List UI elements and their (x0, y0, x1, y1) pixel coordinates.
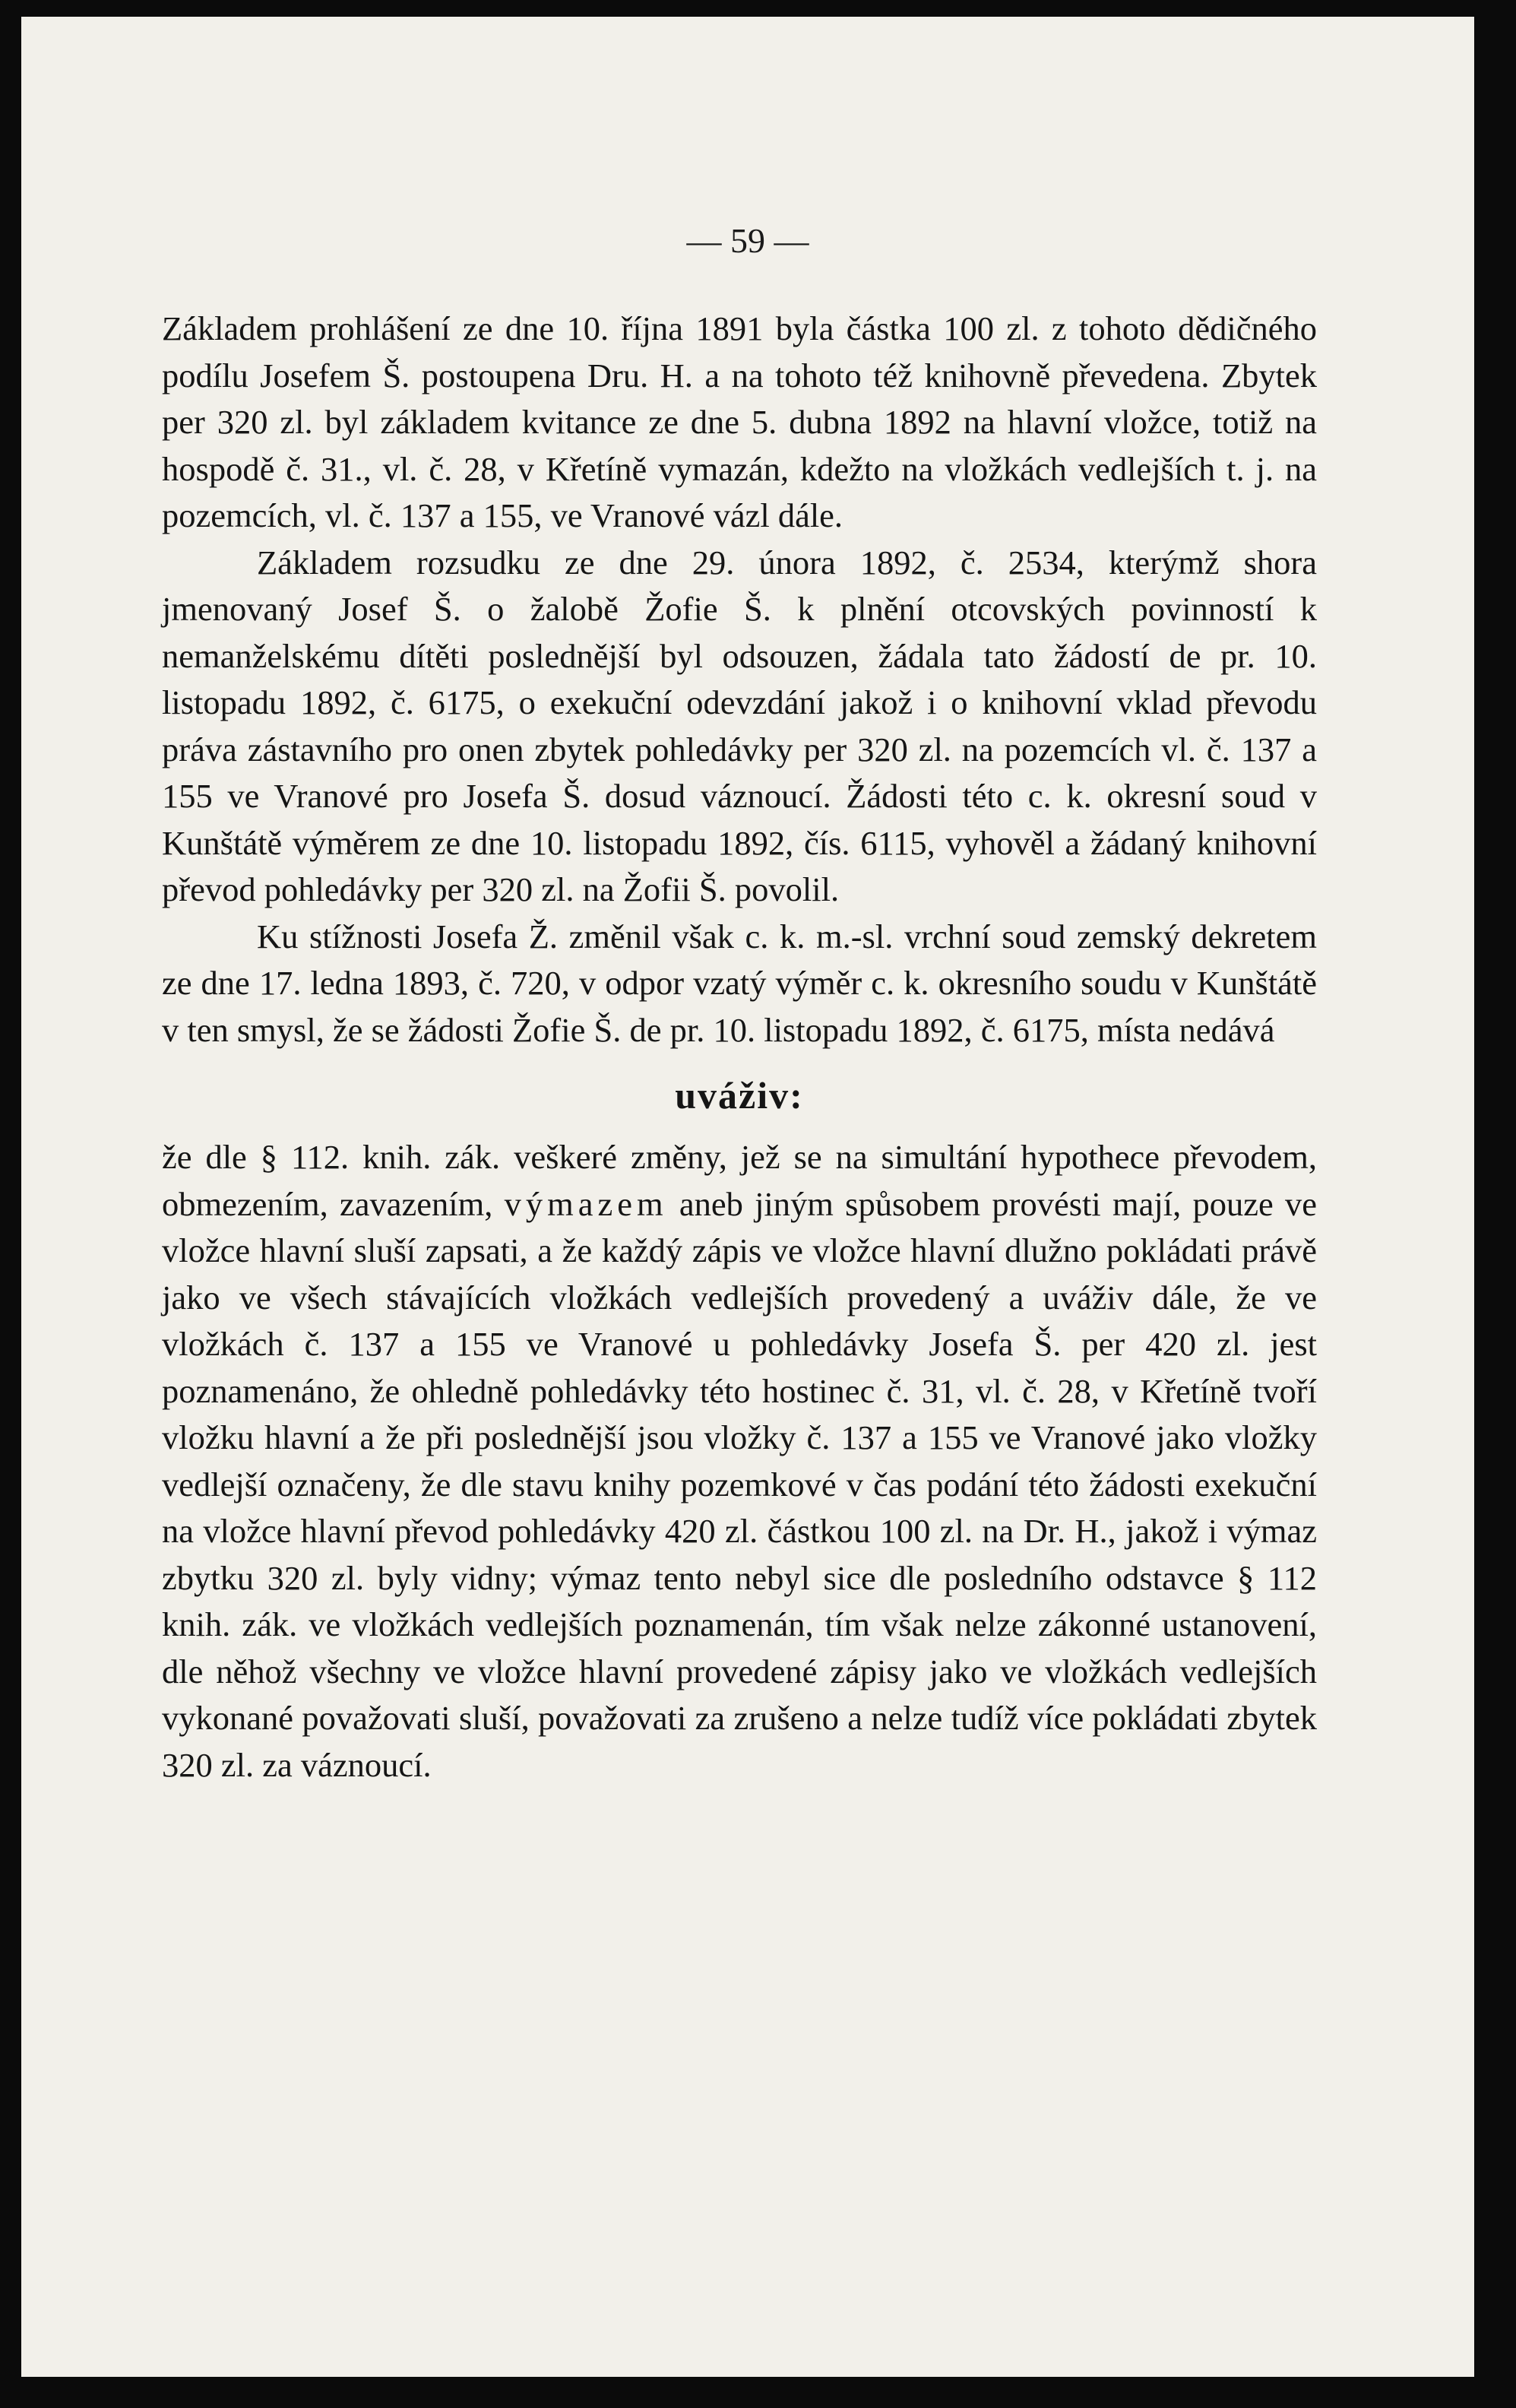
paragraph-4-spaced-word: výmazem (504, 1184, 668, 1223)
scanned-page (21, 17, 1474, 2377)
paragraph-4-part-1: že dle § 112. knih. zák. veškeré změny, jež se na simultání hypothece převodem, obmezením, zavazením, (162, 1138, 1317, 1223)
page-number: — 59 — (686, 221, 809, 260)
paragraph-3: Ku stížnosti Josefa Ž. změnil však c. k. m.-sl. vrchní soud zemský dekretem ze dne 17. ledna 1893, č. 720, v odpor vzatý výměr c. k. okresního soudu v Kunštátě v ten smysl, že se žádosti Žofie Š. de pr. 10. listopadu 1892, č. 6175, místa nedává (162, 917, 1317, 1049)
paragraph-4 (162, 1134, 1317, 1789)
body-text (162, 306, 1317, 1789)
paragraph-4-part-2: aneb jiným spůsobem provésti mají, pouze ve vložce hlavní sluší zapsati, a že každý zápis ve vložce hlavní dlužno pokládati právě jako ve všech stávajících vložkách vedlejších provedený a uváživ dále, že ve vložkách č. 137 a 155 ve Vranové u pohledávky Josefa Š. per 420 zl. jest poznamenáno, že ohledně pohledávky této hostinec č. 31, vl. č. 28, v Křetíně tvoří vložku hlavní a že při poslednější jsou vložky č. 137 a 155 ve Vranové jako vložky vedlejší označeny, že dle stavu knihy pozemkové v čas podání této žádosti exekuční na vložce hlavní převod pohledávky 420 zl. částkou 100 zl. na Dr. H., jakož i výmaz zbytku 320 zl. byly vidny; výmaz tento nebyl sice dle posledního odstavce § 112 knih. zák. ve vložkách vedlejších poznamenán, tím však nelze zákonné ustanovení, dle něhož všechny ve vložce hlavní provedené zápisy jako ve vložkách vedlejších vykonané považovati sluší, považovati za zrušeno a nelze tudíž více pokládati zbytek 320 zl. za váznoucí. (162, 1184, 1317, 1784)
section-heading: uváživ: (675, 1074, 804, 1117)
paragraph-2: Základem rozsudku ze dne 29. února 1892, č. 2534, kterýmž shora jmenovaný Josef Š. o žalobě Žofie Š. k plnění otcovských povinností k nemanželskému dítěti poslednější byl odsouzen, žádala tato žádostí de pr. 10. listopadu 1892, č. 6175, o exekuční odevzdání jakož i o knihovní vklad převodu práva zástavního pro onen zbytek pohledávky per 320 zl. na pozemcích vl. č. 137 a 155 ve Vranové pro Josefa Š. dosud váznoucí. Žádosti této c. k. okresní soud v Kunštátě výměrem ze dne 10. listopadu 1892, čís. 6115, vyhověl a žádaný knihovní převod pohledávky per 320 zl. na Žofii Š. povolil. (162, 543, 1317, 908)
paragraph-1: Základem prohlášení ze dne 10. října 1891 byla částka 100 zl. z tohoto dědičného podílu Josefem Š. postoupena Dru. H. a na tohoto též knihovně převedena. Zbytek per 320 zl. byl základem kvitance ze dne 5. dubna 1892 na hlavní vložce, totiž na hospodě č. 31., vl. č. 28, v Křetíně vymazán, kdežto na vložkách vedlejších t. j. na pozemcích, vl. č. 137 a 155, ve Vranové vázl dále. (162, 309, 1317, 534)
